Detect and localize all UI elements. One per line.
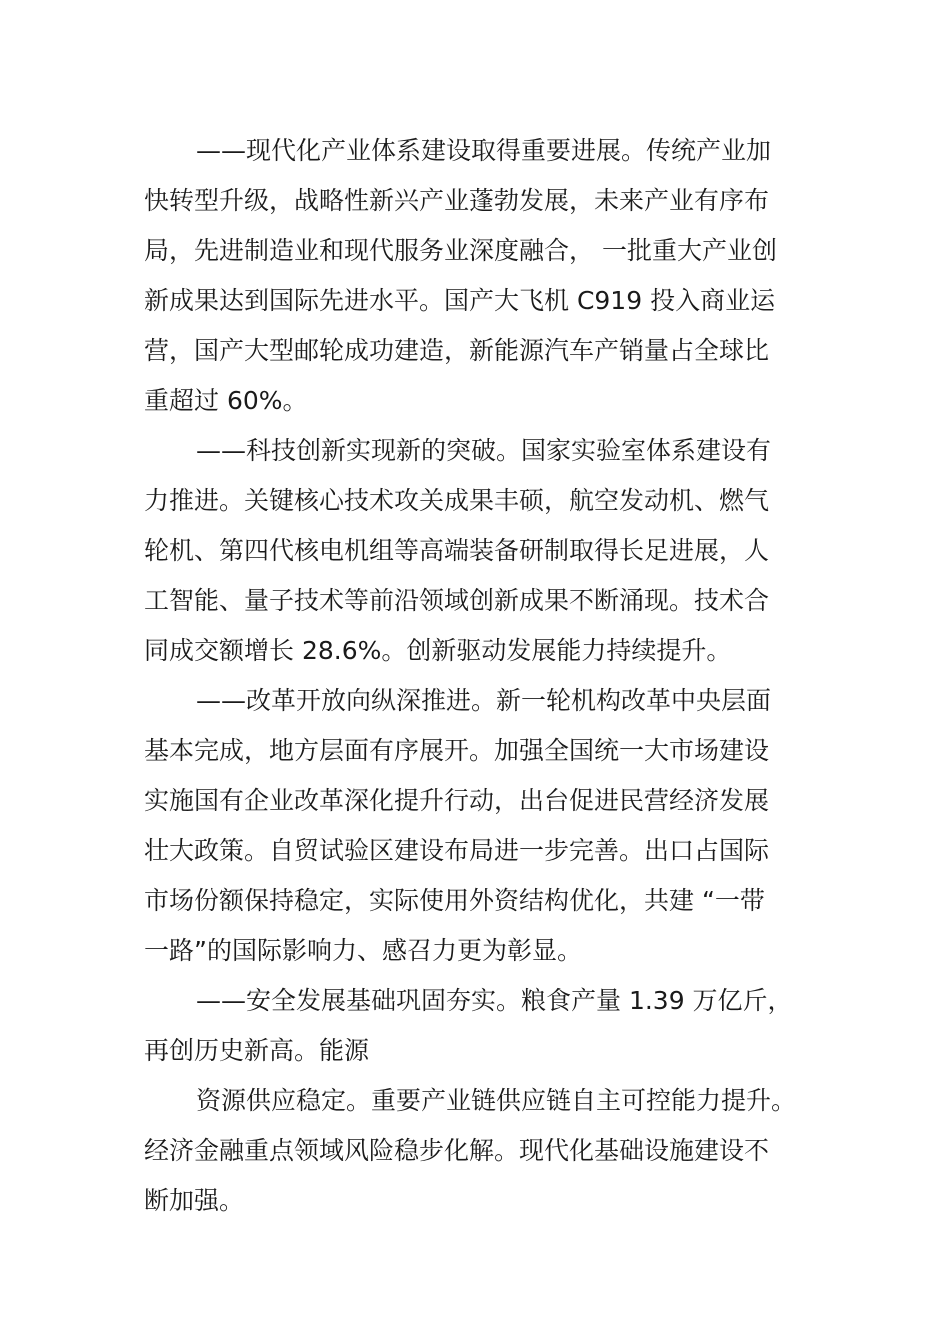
paragraph-line: 局，先进制造业和现代服务业深度融合， 一批重大产业创 — [144, 236, 777, 265]
paragraph-line: ——现代化产业体系建设取得重要进展。传统产业加 — [196, 136, 772, 165]
paragraph-line: 壮大政策。自贸试验区建设布局进一步完善。出口占国际 — [144, 836, 770, 865]
paragraph-line: 断加强。 — [144, 1186, 245, 1215]
paragraph-line: 基本完成，地方层面有序展开。加强全国统一大市场建设 — [144, 736, 770, 765]
paragraph-line: 资源供应稳定。重要产业链供应链自主可控能力提升。 — [196, 1086, 797, 1115]
paragraph-line: 一路”的国际影响力、感召力更为彰显。 — [144, 936, 582, 965]
paragraph-line: 实施国有企业改革深化提升行动，出台促进民营经济发展 — [144, 786, 770, 815]
body-text — [144, 126, 816, 1226]
paragraph-line: 再创历史新高。能源 — [144, 1036, 370, 1065]
paragraph-line: 新成果达到国际先进水平。国产大飞机 C919 投入商业运 — [144, 286, 776, 315]
paragraph-line: ——改革开放向纵深推进。新一轮机构改革中央层面 — [196, 686, 772, 715]
paragraph-line: 轮机、第四代核电机组等高端装备研制取得长足进展，人 — [144, 536, 770, 565]
paragraph-line: 快转型升级，战略性新兴产业蓬勃发展，未来产业有序布 — [144, 186, 770, 215]
paragraph-line: 市场份额保持稳定，实际使用外资结构优化，共建 “一带 — [144, 886, 765, 915]
paragraph-line: 力推进。关键核心技术攻关成果丰硕，航空发动机、燃气 — [144, 486, 770, 515]
paragraph-line: 同成交额增长 28.6%。创新驱动发展能力持续提升。 — [144, 636, 732, 665]
paragraph-line: 经济金融重点领域风险稳步化解。现代化基础设施建设不 — [144, 1136, 770, 1165]
paragraph-line: 重超过 60%。 — [144, 386, 308, 415]
paragraph-line: ——安全发展基础巩固夯实。粮食产量 1.39 万亿斤， — [196, 986, 793, 1015]
paragraph-line: 工智能、量子技术等前沿领域创新成果不断涌现。技术合 — [144, 586, 770, 615]
paragraph-line: ——科技创新实现新的突破。国家实验室体系建设有 — [196, 436, 772, 465]
paragraph-line: 营，国产大型邮轮成功建造，新能源汽车产销量占全球比 — [144, 336, 770, 365]
